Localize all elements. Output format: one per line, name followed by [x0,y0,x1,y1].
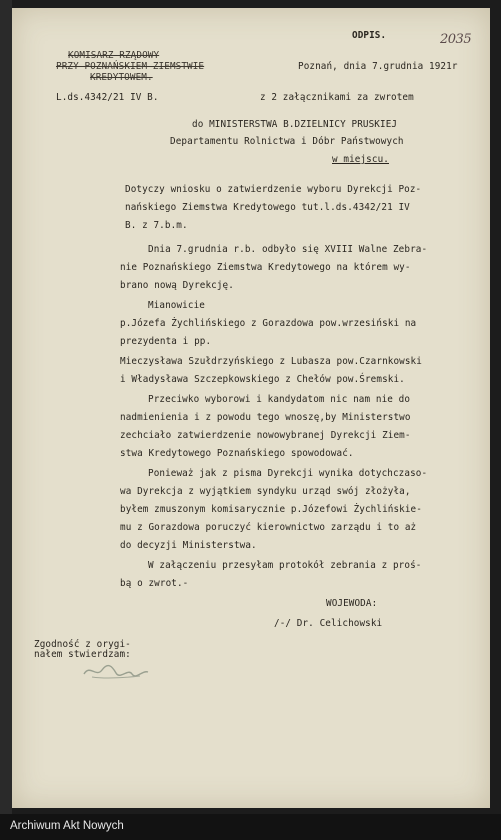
body-line: Ponieważ jak z pisma Dyrekcji wynika dotychczaso- [148,468,428,479]
signature-name: /-/ Dr. Celichowski [274,618,383,629]
issuer-line-3: KREDYTOWEM. [90,72,153,83]
body-line: mu z Gorazdowa poruczyć kierownictwo zarządu i to aż [120,522,417,533]
body-line: wa Dyrekcja z wyjątkiem syndyku urząd swój złożyła, [120,486,411,497]
subject-line-1: Dotyczy wniosku o zatwierdzenie wyboru Dyrekcji Poz- [125,184,422,195]
body-line: W załączeniu przesyłam protokół zebrania z proś- [148,560,422,571]
body-line: Dnia 7.grudnia r.b. odbyło się XVIII Walne Zebra- [148,244,428,255]
recipient-line-1: do MINISTERSTWA B.DZIELNICY PRUSKIEJ [192,119,398,130]
footer-bar [0,814,501,840]
body-line: nadmienienia i z powodu tego wnoszę,by Ministerstwo [120,412,411,423]
place-date: Poznań, dnia 7.grudnia 1921r [298,61,458,72]
reference-number: L.ds.4342/21 IV B. [56,92,159,103]
body-line: zechciało zatwierdzenie nowowybranej Dyrekcji Ziem- [120,430,411,441]
body-line: nie Poznańskiego Ziemstwa Kredytowego na którem wy- [120,262,411,273]
subject-line-3: B. z 7.b.m. [125,220,188,231]
subject-line-2: nańskiego Ziemstwa Kredytowego tut.l.ds.4342/21 IV [125,202,410,213]
archive-page-number: 2035 [440,32,472,47]
body-line: stwa Kredytowego Poznańskiego spowodować. [120,448,354,459]
recipient-line-3: w miejscu. [332,154,389,165]
recipient-line-2: Departamentu Rolnictwa i Dóbr Państwowych [170,136,404,147]
attachments-note: z 2 załącznikami za zwrotem [260,92,414,103]
issuer-line-1: KOMISARZ RZĄDOWY [68,50,160,61]
certification-line-2: nałem stwierdzam: [34,649,131,660]
body-line: brano nową Dyrekcję. [120,280,234,291]
document-page [12,8,490,808]
body-line: Mianowicie [148,300,205,311]
body-line: byłem zmuszonym komisarycznie p.Józefowi Żychlińskie- [120,504,422,515]
body-line: i Władysława Szczepkowskiego z Chełów pow.Śremski. [120,374,405,385]
archive-name: Archiwum Akt Nowych [10,820,124,832]
body-line: bą o zwrot.- [120,578,189,589]
issuer-line-2: PRZY POZNAŃSKIEM ZIEMSTWIE [56,61,205,72]
body-line: Mieczysława Szułdrzyńskiego z Lubasza pow.Czarnkowski [120,356,422,367]
binder-edge [0,0,12,814]
certification-line-1: Zgodność z orygi- [34,639,131,650]
signature-title: WOJEWODA: [326,598,378,609]
odpis-heading: ODPIS. [352,30,387,41]
body-line: do decyzji Ministerstwa. [120,540,257,551]
body-line: p.Józefa Żychlińskiego z Gorazdowa pow.wrzesiński na [120,318,417,329]
handwritten-signature [82,660,152,682]
body-line: prezydenta i pp. [120,336,212,347]
body-line: Przeciwko wyborowi i kandydatom nic nam nie do [148,394,411,405]
